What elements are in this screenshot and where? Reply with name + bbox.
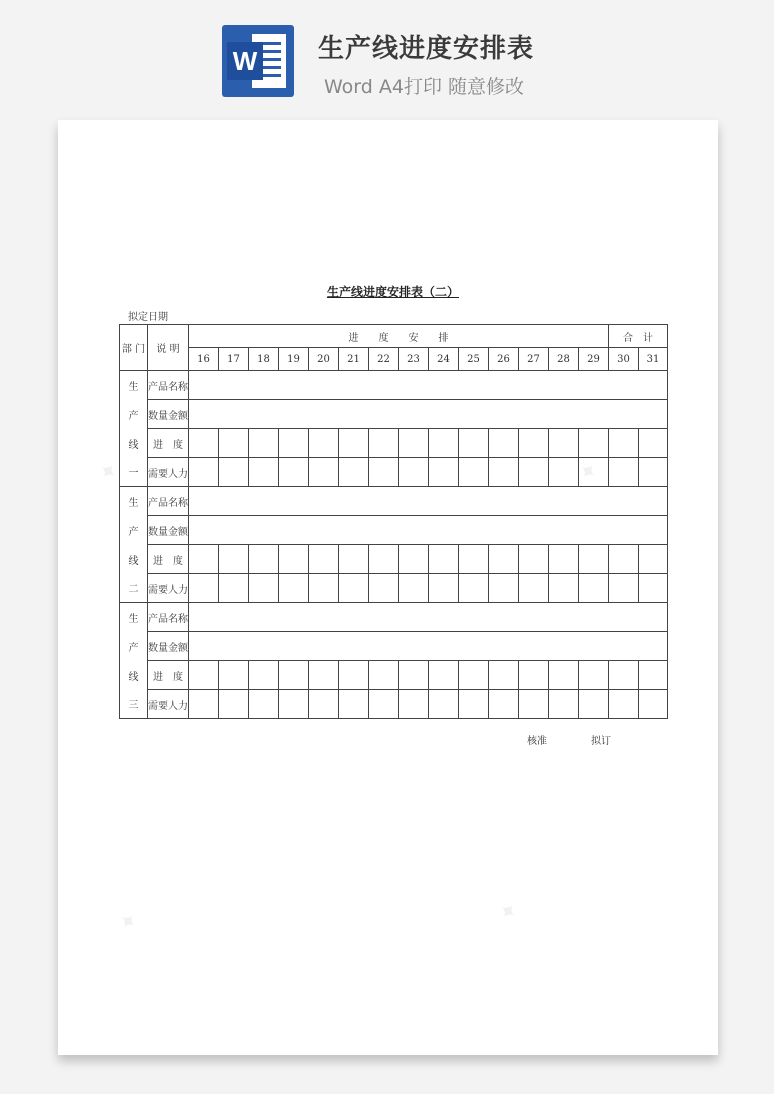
merged-cell[interactable]	[189, 487, 668, 516]
day-cell[interactable]	[609, 661, 639, 690]
day-cell[interactable]	[459, 574, 489, 603]
day-cell[interactable]	[369, 574, 399, 603]
day-cell[interactable]	[249, 429, 279, 458]
row-label: 进 度	[148, 545, 189, 574]
day-cell[interactable]	[489, 690, 519, 719]
day-cell[interactable]	[219, 574, 249, 603]
day-header: 25	[459, 348, 489, 371]
day-cell[interactable]	[339, 545, 369, 574]
table-row	[120, 574, 668, 603]
day-cell[interactable]	[609, 574, 639, 603]
merged-cell[interactable]	[189, 603, 668, 632]
row-label: 数量金额	[148, 400, 189, 429]
table-row	[120, 487, 668, 516]
day-cell[interactable]	[519, 574, 549, 603]
desc-header: 说 明	[148, 325, 189, 371]
watermark: ✦	[92, 456, 122, 489]
day-cell[interactable]	[189, 545, 219, 574]
day-cell[interactable]	[489, 661, 519, 690]
line-label-char: 生	[120, 603, 148, 632]
day-cell[interactable]	[489, 545, 519, 574]
merged-cell[interactable]	[189, 371, 668, 400]
day-cell[interactable]	[429, 574, 459, 603]
day-cell[interactable]	[579, 661, 609, 690]
day-cell[interactable]	[639, 574, 668, 603]
day-cell[interactable]	[279, 458, 309, 487]
day-cell[interactable]	[429, 458, 459, 487]
day-cell[interactable]	[309, 458, 339, 487]
day-header: 29	[579, 348, 609, 371]
header	[0, 0, 774, 110]
day-cell[interactable]	[189, 574, 219, 603]
day-cell[interactable]	[309, 690, 339, 719]
day-cell[interactable]	[639, 690, 668, 719]
day-cell[interactable]	[279, 661, 309, 690]
day-cell[interactable]	[399, 429, 429, 458]
row-label: 进 度	[148, 661, 189, 690]
day-cell[interactable]	[309, 574, 339, 603]
day-cell[interactable]	[369, 545, 399, 574]
day-header: 27	[519, 348, 549, 371]
day-cell[interactable]	[339, 458, 369, 487]
day-cell[interactable]	[219, 661, 249, 690]
day-cell[interactable]	[429, 545, 459, 574]
merged-cell[interactable]	[189, 400, 668, 429]
table-row	[120, 603, 668, 632]
day-header: 20	[309, 348, 339, 371]
day-cell[interactable]	[639, 429, 668, 458]
dept-header: 部 门	[120, 325, 148, 371]
day-cell[interactable]	[549, 545, 579, 574]
day-cell[interactable]	[639, 661, 668, 690]
table-row	[120, 429, 668, 458]
day-header: 19	[279, 348, 309, 371]
day-cell[interactable]	[219, 458, 249, 487]
day-header: 30	[609, 348, 639, 371]
day-cell[interactable]	[609, 429, 639, 458]
table-row	[120, 690, 668, 719]
day-header: 18	[249, 348, 279, 371]
day-cell[interactable]	[519, 545, 549, 574]
progress-header: 进 度 安 排	[189, 325, 609, 348]
watermark: ✦	[112, 906, 142, 939]
day-cell[interactable]	[429, 429, 459, 458]
line-label-char: 产	[120, 632, 148, 661]
row-label: 产品名称	[148, 371, 189, 400]
word-letter: W	[227, 42, 263, 80]
document-page	[58, 120, 718, 1055]
merged-cell[interactable]	[189, 516, 668, 545]
day-cell[interactable]	[249, 661, 279, 690]
day-cell[interactable]	[579, 545, 609, 574]
day-cell[interactable]	[339, 661, 369, 690]
day-cell[interactable]	[279, 429, 309, 458]
table-row	[120, 516, 668, 545]
day-cell[interactable]	[369, 429, 399, 458]
day-header: 28	[549, 348, 579, 371]
table-row	[120, 545, 668, 574]
row-label: 进 度	[148, 429, 189, 458]
day-cell[interactable]	[339, 690, 369, 719]
day-cell[interactable]	[249, 574, 279, 603]
day-cell[interactable]	[429, 661, 459, 690]
day-cell[interactable]	[339, 574, 369, 603]
schedule-table	[119, 324, 668, 719]
day-cell[interactable]	[639, 545, 668, 574]
day-cell[interactable]	[369, 661, 399, 690]
row-label: 需要人力	[148, 574, 189, 603]
day-cell[interactable]	[279, 545, 309, 574]
day-cell[interactable]	[459, 545, 489, 574]
line-label-char: 生	[120, 487, 148, 516]
day-cell[interactable]	[519, 458, 549, 487]
day-cell[interactable]	[189, 690, 219, 719]
day-cell[interactable]	[189, 661, 219, 690]
day-cell[interactable]	[249, 458, 279, 487]
table-row	[120, 661, 668, 690]
day-cell[interactable]	[549, 574, 579, 603]
header-title: 生产线进度安排表	[318, 34, 535, 64]
day-cell[interactable]	[189, 458, 219, 487]
date-label: 拟定日期	[128, 312, 168, 323]
day-header: 31	[639, 348, 668, 371]
day-cell[interactable]	[429, 690, 459, 719]
day-cell[interactable]	[519, 661, 549, 690]
approve-label: 核准	[527, 736, 547, 747]
day-cell[interactable]	[279, 574, 309, 603]
table-row	[120, 371, 668, 400]
header-subtitle: Word A4打印 随意修改	[324, 76, 525, 98]
day-cell[interactable]	[579, 574, 609, 603]
day-cell[interactable]	[219, 690, 249, 719]
day-header: 22	[369, 348, 399, 371]
day-cell[interactable]	[579, 690, 609, 719]
day-cell[interactable]	[279, 690, 309, 719]
line-label-char: 三	[120, 690, 148, 719]
merged-cell[interactable]	[189, 632, 668, 661]
day-cell[interactable]	[369, 458, 399, 487]
day-cell[interactable]	[639, 458, 668, 487]
day-cell[interactable]	[609, 545, 639, 574]
day-cell[interactable]	[249, 690, 279, 719]
day-cell[interactable]	[549, 458, 579, 487]
day-cell[interactable]	[399, 661, 429, 690]
day-cell[interactable]	[399, 574, 429, 603]
day-cell[interactable]	[489, 574, 519, 603]
day-cell[interactable]	[609, 690, 639, 719]
line-label-char: 产	[120, 516, 148, 545]
day-header: 16	[189, 348, 219, 371]
day-cell[interactable]	[399, 458, 429, 487]
draft-label: 拟订	[591, 736, 611, 747]
days-row	[120, 348, 668, 371]
day-cell[interactable]	[309, 545, 339, 574]
row-label: 数量金额	[148, 516, 189, 545]
watermark: ✦	[492, 896, 522, 929]
total-header: 合 计	[609, 325, 668, 348]
day-header: 24	[429, 348, 459, 371]
day-header: 21	[339, 348, 369, 371]
line-label-char: 线	[120, 429, 148, 458]
day-cell[interactable]	[549, 661, 579, 690]
word-document-icon	[222, 25, 294, 97]
line-label-char: 产	[120, 400, 148, 429]
day-cell[interactable]	[549, 429, 579, 458]
row-label: 需要人力	[148, 458, 189, 487]
day-cell[interactable]	[459, 429, 489, 458]
day-cell[interactable]	[249, 545, 279, 574]
line-label-char: 一	[120, 458, 148, 487]
table-row	[120, 400, 668, 429]
row-label: 数量金额	[148, 632, 189, 661]
line-label-char: 生	[120, 371, 148, 400]
day-cell[interactable]	[519, 429, 549, 458]
day-header: 23	[399, 348, 429, 371]
day-cell[interactable]	[399, 545, 429, 574]
watermark: ✦	[572, 456, 602, 489]
day-cell[interactable]	[219, 545, 249, 574]
line-label-char: 二	[120, 574, 148, 603]
day-cell[interactable]	[459, 458, 489, 487]
day-cell[interactable]	[549, 690, 579, 719]
day-header: 17	[219, 348, 249, 371]
day-cell[interactable]	[489, 458, 519, 487]
day-cell[interactable]	[219, 429, 249, 458]
line-label-char: 线	[120, 545, 148, 574]
day-cell[interactable]	[489, 429, 519, 458]
header-row	[120, 325, 668, 348]
day-cell[interactable]	[339, 429, 369, 458]
row-label: 需要人力	[148, 690, 189, 719]
row-label: 产品名称	[148, 603, 189, 632]
day-cell[interactable]	[579, 429, 609, 458]
row-label: 产品名称	[148, 487, 189, 516]
day-cell[interactable]	[309, 429, 339, 458]
day-cell[interactable]	[369, 690, 399, 719]
day-cell[interactable]	[309, 661, 339, 690]
day-cell[interactable]	[609, 458, 639, 487]
day-cell[interactable]	[459, 690, 489, 719]
table-row	[120, 632, 668, 661]
day-cell[interactable]	[399, 690, 429, 719]
document-title: 生产线进度安排表（二）	[327, 285, 460, 299]
day-cell[interactable]	[189, 429, 219, 458]
line-label-char: 线	[120, 661, 148, 690]
day-cell[interactable]	[459, 661, 489, 690]
day-header: 26	[489, 348, 519, 371]
day-cell[interactable]	[519, 690, 549, 719]
